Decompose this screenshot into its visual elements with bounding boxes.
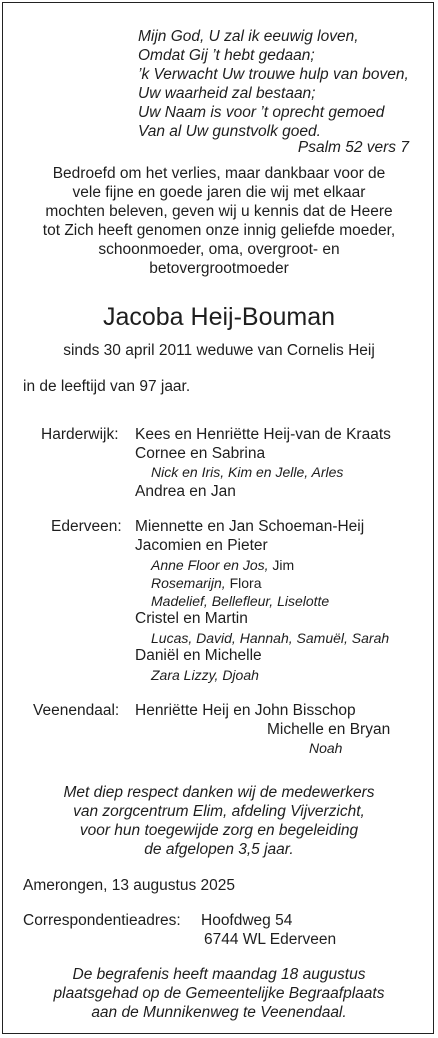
grandchildren: Zara Lizzy, Djoah bbox=[151, 667, 259, 683]
death-notice bbox=[2, 2, 434, 1034]
funeral-line: plaatsgehad op de Gemeentelijke Begraafplaats bbox=[53, 985, 385, 1002]
child-couple: Andrea en Jan bbox=[135, 483, 236, 500]
poem-reference: Psalm 52 vers 7 bbox=[297, 139, 409, 156]
child-couple: Michelle en Bryan bbox=[267, 721, 391, 738]
grandchild: Rosemarijn, bbox=[151, 575, 226, 591]
family-head: Miennette en Jan Schoeman-Heij bbox=[135, 518, 365, 535]
place-label: Harderwijk: bbox=[41, 426, 119, 443]
intro-line: Bedroefd om het verlies, maar dankbaar voor de bbox=[52, 165, 386, 182]
place-label: Veenendaal: bbox=[33, 702, 120, 719]
grandchildren: Lucas, David, Hannah, Samuël, Sarah bbox=[151, 630, 390, 646]
place-date: Amerongen, 13 augustus 2025 bbox=[23, 877, 235, 894]
intro-line: vele fijne en goede jaren die wij met elkaar bbox=[72, 184, 366, 201]
poem-line: Uw waarheid zal bestaan; bbox=[138, 85, 316, 102]
grandchildren bbox=[151, 576, 262, 590]
child-couple: Cristel en Martin bbox=[135, 610, 248, 627]
poem-line: Van al Uw gunstvolk goed. bbox=[138, 123, 321, 140]
address-street: Hoofdweg 54 bbox=[201, 912, 293, 929]
intro-line: schoonmoeder, oma, overgroot- en bbox=[98, 241, 340, 258]
grandchildren: Nick en Iris, Kim en Jelle, Arles bbox=[151, 464, 344, 480]
poem-line: Uw Naam is voor ’t oprecht gemoed bbox=[138, 104, 385, 121]
funeral-line: aan de Munnikenweg te Veenendaal. bbox=[91, 1004, 347, 1021]
intro-line: mochten beleven, geven wij u kennis dat de Heere bbox=[45, 203, 393, 220]
grandchildren bbox=[151, 558, 294, 572]
family-head: Kees en Henriëtte Heij-van de Kraats bbox=[135, 426, 391, 443]
place-label: Ederveen: bbox=[51, 518, 122, 535]
thanks-line: Met diep respect danken wij de medewerkers bbox=[63, 784, 375, 801]
widow-line: sinds 30 april 2011 weduwe van Cornelis Heij bbox=[63, 342, 375, 359]
grandchild-couple: Anne Floor en Jos, bbox=[151, 557, 269, 573]
correspondence-label: Correspondentieadres: bbox=[23, 912, 181, 929]
child-couple: Cornee en Sabrina bbox=[135, 445, 266, 462]
child-couple: Jacomien en Pieter bbox=[135, 537, 268, 554]
intro-line: tot Zich heeft genomen onze innig geliefde moeder, bbox=[42, 222, 396, 239]
intro-line: betovergrootmoeder bbox=[149, 260, 289, 277]
poem-line: Mijn God, U zal ik eeuwig loven, bbox=[138, 28, 359, 45]
funeral-line: De begrafenis heeft maandag 18 augustus bbox=[72, 966, 366, 983]
age-line: in de leeftijd van 97 jaar. bbox=[23, 378, 191, 395]
deceased-name: Jacoba Heij-Bouman bbox=[102, 303, 336, 331]
poem-line: Omdat Gij ’t hebt gedaan; bbox=[138, 47, 315, 64]
thanks-line: voor hun toegewijde zorg en begeleiding bbox=[79, 822, 359, 839]
thanks-line: van zorgcentrum Elim, afdeling Vijverzicht, bbox=[73, 803, 365, 820]
thanks-line: de afgelopen 3,5 jaar. bbox=[144, 841, 294, 858]
great-grandchild: Flora bbox=[229, 575, 262, 591]
grandchildren: Madelief, Bellefleur, Liselotte bbox=[151, 593, 330, 609]
poem-line: ’k Verwacht Uw trouwe hulp van boven, bbox=[138, 66, 409, 83]
child-couple: Daniël en Michelle bbox=[135, 647, 262, 664]
family-head: Henriëtte Heij en John Bisschop bbox=[135, 702, 356, 719]
great-grandchild: Jim bbox=[272, 557, 295, 573]
address-city: 6744 WL Ederveen bbox=[204, 931, 337, 948]
grandchildren: Noah bbox=[309, 740, 343, 756]
